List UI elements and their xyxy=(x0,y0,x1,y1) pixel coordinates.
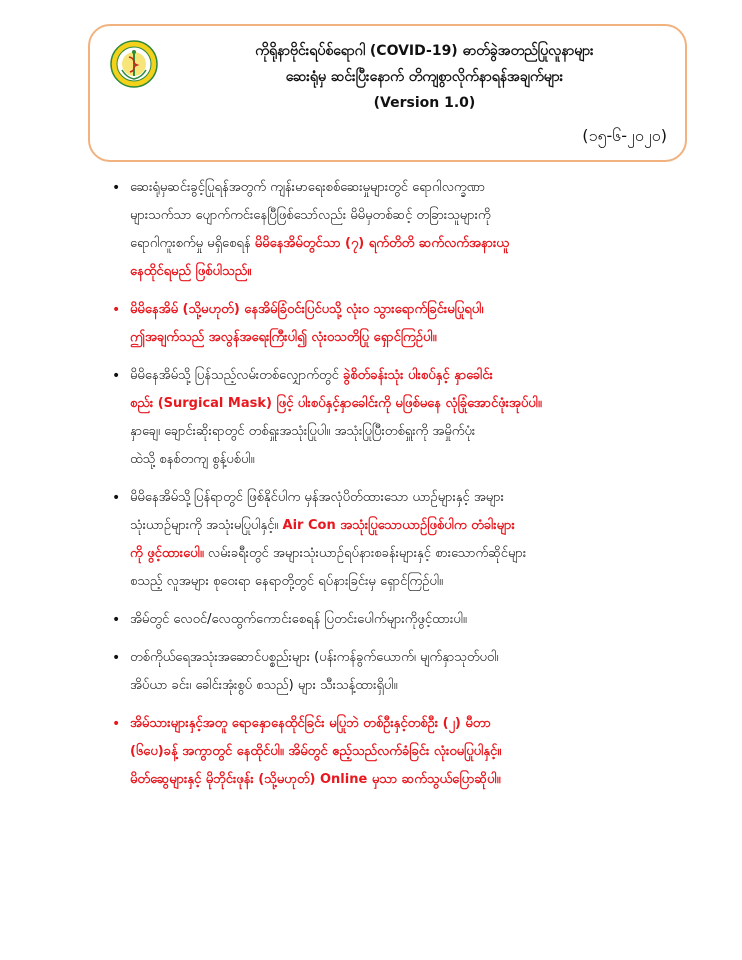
bullet-icon: • xyxy=(112,612,121,628)
bullet-icon: • xyxy=(112,716,121,732)
item-text: လမ်းခရီးတွင် အများသုံးယာဉ်ရပ်နားစခန်းများနှင့် စားသောက်ဆိုင်များ xyxy=(203,546,527,561)
bullet-icon: • xyxy=(112,302,121,318)
bullet-icon: • xyxy=(112,490,121,506)
item-highlight-line: မိတ်ဆွေများနှင့် မိုဘိုင်းဖုန်း (သို့မဟုတ်) Online မှသာ ဆက်သွယ်ပြောဆိုပါ။ xyxy=(130,772,501,787)
instruction-list xyxy=(112,174,696,804)
item-highlight-line: (၆ပေ)ခန့် အကွာတွင် နေထိုင်ပါ။ အိမ်တွင် ဧည့်သည်လက်ခံခြင်း လုံးဝမပြုပါနှင့်။ xyxy=(130,744,502,759)
bullet-icon: • xyxy=(112,650,121,666)
item-line: နှာချေ၊ ချောင်းဆိုးရာတွင် တစ်ရှူးအသုံးပြုပါ။ အသုံးပြုပြီးတစ်ရှူးကို အမှိုက်ပုံး xyxy=(130,424,476,439)
list-item xyxy=(112,606,696,634)
item-highlight-line: ဤအချက်သည် အလွန်အရေးကြီးပါ၍ လုံးဝသတိပြု ရှောင်ကြဉ်ပါ။ xyxy=(130,330,437,345)
item-line xyxy=(130,362,696,390)
document-date: (၁၅-၆-၂၀၂၀) xyxy=(582,126,667,145)
item-line: အိပ်ယာ ခင်း၊ ခေါင်းအုံးစွပ် စသည်) များ သီးသန့်ထားရှိပါ။ xyxy=(130,678,398,693)
item-text: မိမိနေအိမ်သို့ ပြန်သည့်လမ်းတစ်လျှောက်တွင် xyxy=(130,368,343,383)
item-highlight-line: နေထိုင်ရမည် ဖြစ်ပါသည်။ xyxy=(130,264,252,279)
item-highlight-line: မိမိနေအိမ် (သို့မဟုတ်) နေအိမ်ခြံဝင်းပြင်ပသို့ လုံးဝ သွားရောက်ခြင်းမပြုရပါ၊ xyxy=(130,302,484,317)
item-highlight: မိမိနေအိမ်တွင်သာ (၇) ရက်တိတိ ဆက်လက်အနားယူ xyxy=(254,236,509,251)
list-item xyxy=(112,296,696,352)
list-item xyxy=(112,484,696,596)
item-text: ရောဂါကူးစက်မှု မရှိစေရန် xyxy=(130,236,255,251)
item-line: ဆေးရုံမှဆင်းခွင့်ပြုရန်အတွက် ကျန်းမာရေးစစ်ဆေးမှုများတွင် ရောဂါလက္ခဏာ xyxy=(130,180,486,195)
bullet-icon: • xyxy=(112,368,121,384)
item-highlight: Air Con အသုံးပြုသောယာဉ်ဖြစ်ပါက တံခါးများ xyxy=(282,518,515,533)
list-item xyxy=(112,362,696,474)
item-highlight: ကို ဖွင့်ထားပေါ။ xyxy=(130,546,204,561)
title-line-1: ကိုရိုနာဗိုင်းရပ်စ်ရောဂါ (COVID-19) ဓာတ်ခွဲအတည်ပြုလူနာများ xyxy=(255,43,594,59)
list-item xyxy=(112,174,696,286)
list-item xyxy=(112,710,696,794)
item-line: မိမိနေအိမ်သို့ပြန်ရာတွင် ဖြစ်နိုင်ပါက မှန်အလုံပိတ်ထားသော ယာဉ်များနှင့် အများ xyxy=(130,490,504,505)
item-highlight-line: အိမ်သားများနှင့်အတူ ရောနှောနေထိုင်ခြင်း မပြုဘဲ တစ်ဦးနှင့်တစ်ဦး (၂) မီတာ xyxy=(130,716,491,731)
header-box xyxy=(88,24,687,162)
item-line: တစ်ကိုယ်ရေအသုံးအဆောင်ပစ္စည်းများ (ပန်းကန်ခွက်ယောက်၊ မျက်နှာသုတ်ပဝါ၊ xyxy=(130,650,499,665)
item-line xyxy=(130,540,696,568)
item-line xyxy=(130,512,696,540)
title-version: (Version 1.0) xyxy=(373,95,476,111)
item-highlight: ခွဲစိတ်ခန်းသုံး ပါးစပ်နှင့် နှာခေါင်း xyxy=(342,368,493,383)
bullet-icon: • xyxy=(112,180,121,196)
title-line-2: ဆေးရုံမှ ဆင်းပြီးနောက် တိကျစွာလိုက်နာရန်အချက်များ xyxy=(285,69,564,85)
item-line: ထဲသို့ စနစ်တကျ စွန့်ပစ်ပါ။ xyxy=(130,452,255,467)
item-line: များသက်သာ ပျောက်ကင်းနေပြီဖြစ်သော်လည်း မိမိမှတစ်ဆင့် တခြားသူများကို xyxy=(130,208,491,223)
item-highlight-line: စည်း (Surgical Mask) ဖြင့် ပါးစပ်နှင့်နှာခေါင်းကို မဖြစ်မနေ လုံခြုံအောင်ဖုံးအုပ်ပါ။ xyxy=(130,396,542,411)
item-text: သုံးယာဉ်များကို အသုံးမပြုပါနှင့်။ xyxy=(130,518,283,533)
item-line: အိမ်တွင် လေဝင်/လေထွက်ကောင်းစေရန် ပြတင်းပေါက်များကိုဖွင့်ထားပါ။ xyxy=(130,612,467,627)
item-line xyxy=(130,230,696,258)
item-line: စသည့် လူအများ စုဝေးရာ နေရာတို့တွင် ရပ်နားခြင်းမှ ရှောင်ကြဉ်ပါ။ xyxy=(130,574,443,589)
ministry-of-health-seal-icon xyxy=(110,40,158,88)
document-title xyxy=(180,38,669,116)
list-item xyxy=(112,644,696,700)
